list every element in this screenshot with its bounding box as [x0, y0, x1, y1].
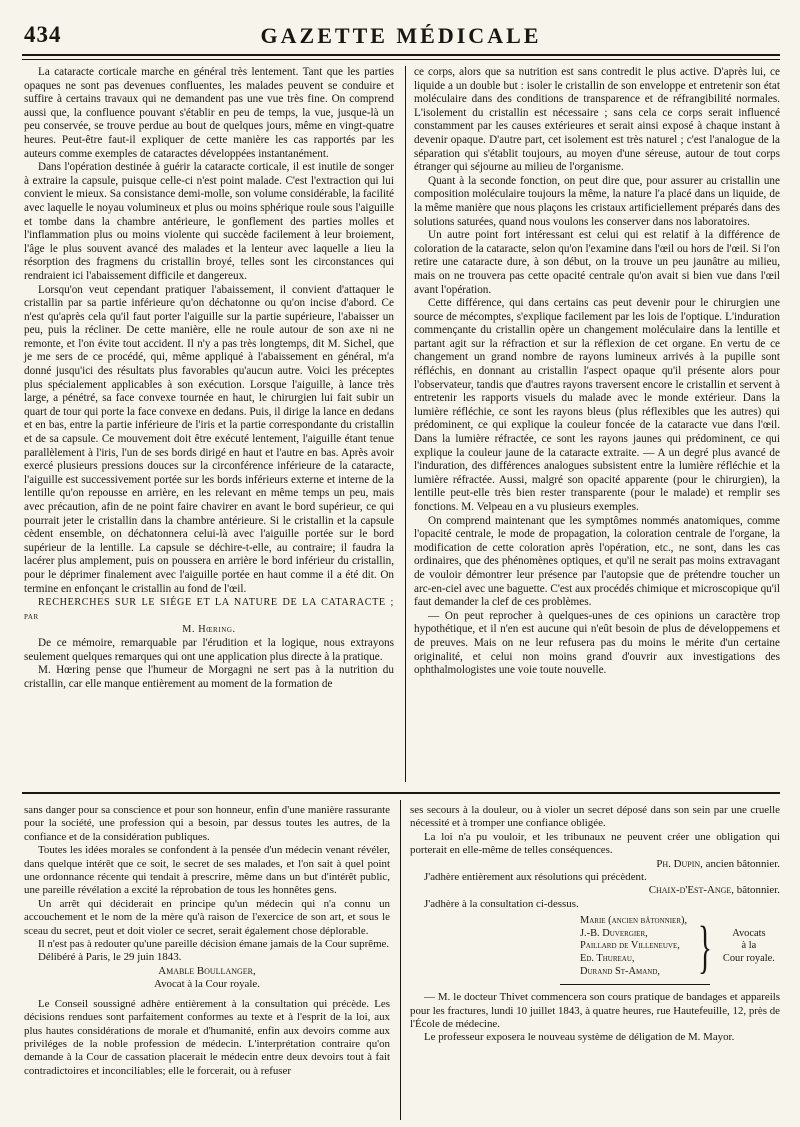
paragraph: Le professeur exposera le nouveau système de déligation de M. Mayor. [424, 1031, 735, 1044]
signature [410, 884, 780, 897]
signature-name: Ph. Dupin, [656, 857, 703, 870]
signatories-list [580, 915, 687, 978]
signatories-role-line: Cour royale. [722, 953, 775, 965]
column-top-right [414, 66, 780, 678]
paragraph: — On peut reprocher à quelques-unes de ces opinions un caractère trop hypothétique, et il n'en est aucune qui n'eût besoin de plus de développemens et de preuves. Mais on ne leur refusera pas du moins le mérite d'un certaine originalité, et celui non moins grand d'ouvrir aux investigations des ophthalmologistes une voie toute nouvelle. [414, 609, 780, 677]
header-rule [22, 54, 780, 56]
column-divider-bottom [400, 800, 401, 1120]
column-divider-top [405, 66, 406, 782]
paragraph: sans danger pour sa conscience et pour son honneur, enfin d'une manière rassurante pour la société, une profession qui a besoin, par dessus toutes les autres, de la confiance et de la considération publiques. [24, 804, 390, 843]
signatory-name: J.-B. Duvergier, [580, 927, 648, 939]
paragraph: On comprend maintenant que les symptômes nommés anatomiques, comme l'opacité centrale, le mode de propagation, la coloration centrale de l'organe, la modification de cette coloration après l'opération, etc., ne sont, dans les cas ordinaires, que des phénomènes optiques, et qu'il ne serait pas moins extravagant de vouloir démontrer leur présence par l'autopsie que de prétendre toucher un arc-en-ciel avec une baguette. C'est aux procédés chimique et microscopique qu'il faut demander la clef de ces problèmes. [414, 514, 780, 609]
signature-title: Avocat à la Cour royale. [154, 978, 260, 991]
column-bottom-left [24, 804, 390, 1078]
paragraph: J'adhère à la consultation ci-dessus. [424, 897, 579, 910]
signature-name: Chaix-d'Est-Ange, [648, 884, 735, 897]
paragraph: Toutes les idées morales se confondent à la pensée d'un médecin venant révéler, dans quelque intérêt que ce soit, le secret de ses malades, et l'on sait à quel point une ordonnance récente qui tendait à prescrire, même dans un but d'intérêt public, une pareille révélation a excité la réprobation de tous les honnêtes gens. [24, 844, 390, 897]
article-heading-title: RECHERCHES SUR LE SIÉGE ET LA NATURE DE LA CATARACTE ; par [24, 597, 394, 622]
signatory-name: Marie (ancien bâtonnier), [580, 915, 688, 927]
signatory-name: Paillard de Villeneuve, [580, 940, 680, 952]
paragraph: — M. le docteur Thivet commencera son cours pratique de bandages et appareils pour les fractures, lundi 10 juillet 1843, à quatre heures, rue Hautefeuille, 12, près de l'École de médecine. [410, 991, 780, 1031]
paragraph: Un autre point fort intéressant est celui qui est relatif à la différence de coloration de la cataracte, selon qu'on l'examine dans l'œil ou hors de l'œil. Si l'on retire une cataracte dure, à son début, on la trouve un peu jaunâtre au milieu, mais on ne trouvera pas cette opacité centrale qu'on avait si bien vue dans l'œil avant l'opération. [414, 229, 780, 296]
brace-glyph: } [698, 913, 712, 979]
signatories-role [723, 928, 775, 966]
paragraph: De ce mémoire, remarquable par l'érudition et la logique, nous extrayons seulement quelques remarques qui ont une application plus directe à la pratique. [24, 636, 394, 663]
column-top-left [24, 66, 394, 691]
paragraph: Délibéré à Paris, le 29 juin 1843. [38, 951, 182, 964]
signature-title: ancien bâtonnier. [705, 857, 780, 870]
section-divider [22, 792, 780, 794]
signatories-role-line: Avocats [732, 927, 766, 939]
paragraph: Quant à la seconde fonction, on peut dire que, pour assurer au cristallin une composition moléculaire toujours la même, la nature l'a placé dans un liquide, de la même manière que nous plaçons les cristaux artificiellement préparés dans des solutions saturées, quand nous voulons les conserver dans nos laboratoires. [414, 174, 780, 228]
paragraph: La cataracte corticale marche en général très lentement. Tant que les parties opaques ne sont pas devenues confluentes, les malades peuvent se conduire et suffire à certains travaux qui ne demandent pas une vue très fine. On comprend aussi que, la confluence pouvant s'établir en peu de temps, la vue, jusque-là un peu conservée, se trouve perdue au bout de quelques jours, même en vingt-quatre heures. Peut-être faut-il expliquer de cette manière les cas rapportés par les auteurs comme exemples de cataractes développées instantanément. [24, 66, 394, 160]
journal-title: GAZETTE MÉDICALE [260, 23, 542, 48]
column-bottom-right [410, 804, 780, 1045]
paragraph: J'adhère entièrement aux résolutions qui précèdent. [424, 871, 647, 884]
paragraph: La loi n'a pu vouloir, et les tribunaux ne peuvent créer une obligation qui porterait en elle-même de telles conséquences. [410, 830, 780, 857]
signatory-name: Ed. Thureau, [580, 953, 635, 965]
page-number: 434 [24, 22, 62, 47]
paragraph: Dans l'opération destinée à guérir la cataracte corticale, il est inutile de songer à extraire la capsule, puisque celle-ci n'est point malade. C'est l'extraction qui lui convient le mieux. Sa consistance demi-molle, son volume considérable, la facilité avec laquelle le noyau volumineux et plus ou moins sphérique roule sous l'aiguille et tombe dans la chambre antérieure, le gonflement des parties molles et l'inflammation plus ou moins violente qui succède facilement à leur broiement, l'âge le plus souvent avancé des malades et la lenteur avec laquelle a lieu la résorption des fragmens du cristallin broyé, telles sont les circonstances qui rendraient ici l'abaissement difficile et dangereux. [24, 161, 395, 282]
paragraph: Un arrêt qui déciderait en principe qu'un médecin qui n'a connu un accouchement et le nom de la mère qu'à raison de l'exercice de son art, et sous le sceau du secret, peut et doit violer ce secret, serait également chose déplorable. [24, 897, 390, 937]
signature [24, 965, 390, 992]
header-rule-thin [22, 59, 780, 60]
notice-divider [560, 984, 710, 985]
paragraph: Le Conseil soussigné adhère entièrement à la consultation qui précède. Les décisions rendues sont parfaitement conformes au texte et à l'esprit de la loi, aux plus hautes considérations de morale et d'humanité, enfin aux devoirs comme aux priviléges de la noble profession de médecin. L'interprétation contraire qu'on demande à la Cour de cassation placerait le médecin entre deux devoirs tout à fait contradictoires et inconciliables; elle le forcerait, ou à refuser [24, 997, 390, 1077]
signatories-block [580, 915, 780, 978]
paragraph: Il n'est pas à redouter qu'une pareille décision émane jamais de la Cour suprême. [38, 938, 390, 951]
signatories-role-line: à la [741, 940, 757, 952]
signature [410, 858, 780, 871]
paragraph: ce corps, alors que sa nutrition est sans contredit le plus active. D'après lui, ce liquide a un double but : isoler le cristallin de son enveloppe et entretenir son état moléculaire dans des conditions de transparence et de réfrangibilité normales. L'isolement du cristallin est nécessaire ; sans cela ce corps serait influencé constamment par les causes extérieures et serait ainsi exposé à chaque instant à devenir opaque. D'autre part, cet isolement est très naturel ; c'est l'analogue de la séparation qui s'établit toujours, au moyen d'une séreuse, autour de tout corps étranger qui séjourne au milieu de l'organisme. [414, 66, 780, 174]
paragraph: Cette différence, qui dans certains cas peut devenir pour le chirurgien une source de mécomptes, s'explique facilement par les lois de l'optique. L'induration commençante du cristallin opère un changement moléculaire dans la lentille et partant agit sur la réfraction et sur la réflexion de cet organe. En vertu de ce changement un grand nombre de rayons lumineux arrivés à la pupille sont réfléchis, en donnant au cristallin l'aspect opaque qu'il présente alors pour l'observateur, tandis que d'autres rayons traversent encore le cristallin et servent à entretenir les rapports visuels du malade avec le monde extérieur. Dans la lumière réfléchie, ce sont les rayons bleus (plus réflexibles que les autres) qui prédominent, ce qui explique la couleur foncée de la cataracte vue dans l'œil. Dans la lumière réfractée, ce sont les rayons jaunes qui prédominent, ce qui explique la couleur jaune de la cataracte extraite. — A un degré plus avancé de l'induration, des différences analogues subsistent entre la lumière réfléchie et la lumière réfractée. Aussi, malgré son opacité apparente (pour le chirurgien), la lentille peut-elle très bien rester transparente (pour le malade) et remplir ses fonctions. M. Velpeau en a vu plusieurs exemples. [414, 297, 780, 513]
paragraph: ses secours à la douleur, ou à violer un secret déposé dans son sein par une cruelle nécessité et à tromper une confiance obligée. [410, 804, 780, 830]
signature-name: Amable Boullanger, [158, 964, 256, 977]
masthead [22, 18, 780, 52]
paragraph: Lorsqu'on veut cependant pratiquer l'abaissement, il convient d'attaquer le cristallin par sa partie inférieure qu'on déchatonne ou qu'on incise d'abord. Ce n'est qu'après cela qu'il faut porter l'aiguille sur la partie supérieure, l'abaisser un peu, puis la récliner. De cette manière, elle ne roule autour de son axe ni ne remonte, et l'on évite tout accident. Il n'y a pas très longtemps, dit M. Sichel, que je me sers de ce procédé, qui, même appliqué à l'abaissement en général, m'a donné jusqu'ici des résultats plus favorables qu'aucun autre. Voici les préceptes plus spécialement applicables à son exécution. Lorsque l'aiguille, à lance très large, a pénétré, sa face convexe tournée en haut, le chirurgien lui fait subir un quart de tour qui porte la face convexe en dedans. Puis, il dirige la lance en dedans et en bas, entre la partie inférieure de l'iris et la partie correspondante du cristallin et de sa capsule. Ce mouvement doit être exécuté lentement, l'aiguille étant tenue parallèlement à l'iris, l'un de ses bords dirigé en haut et l'autre en bas. Après avoir exercé plusieurs pressions douces sur la circonférence inférieure de la cataracte, l'aiguille est successivement portée sur les bords inférieurs externe et interne de la lentille qu'on repousse en arrière, en les relevant en même temps un peu, mais avec précaution, afin de ne point faire chavirer en avant le bord supérieur, ce qui pourrait jeter le cristallin dans la chambre antérieure. Si le cristallin et la capsule cèdent ensemble, on déchatonnera celui-là avec l'aiguille portée sur le bord supérieur de la lentille. La capsule se déchire-t-elle, au contraire; il faudra la lacérer plus amplement, puis on poussera en arrière le bord inférieur du cristallin, pour le déprimer finalement avec l'aiguille portée en haut comme il a été dit. On termine en enfonçant le cristallin au fond de l'œil. [24, 283, 394, 595]
signatory-name: Durand St-Amand, [580, 965, 660, 977]
signature-title: bâtonnier. [736, 884, 780, 897]
article-heading [24, 596, 394, 637]
article-heading-author: M. Hœring. [182, 624, 236, 636]
paragraph: M. Hœring pense que l'humeur de Morgagni ne sert pas à la nutrition du cristallin, car elle manque entièrement au moment de la formation de [24, 664, 394, 690]
